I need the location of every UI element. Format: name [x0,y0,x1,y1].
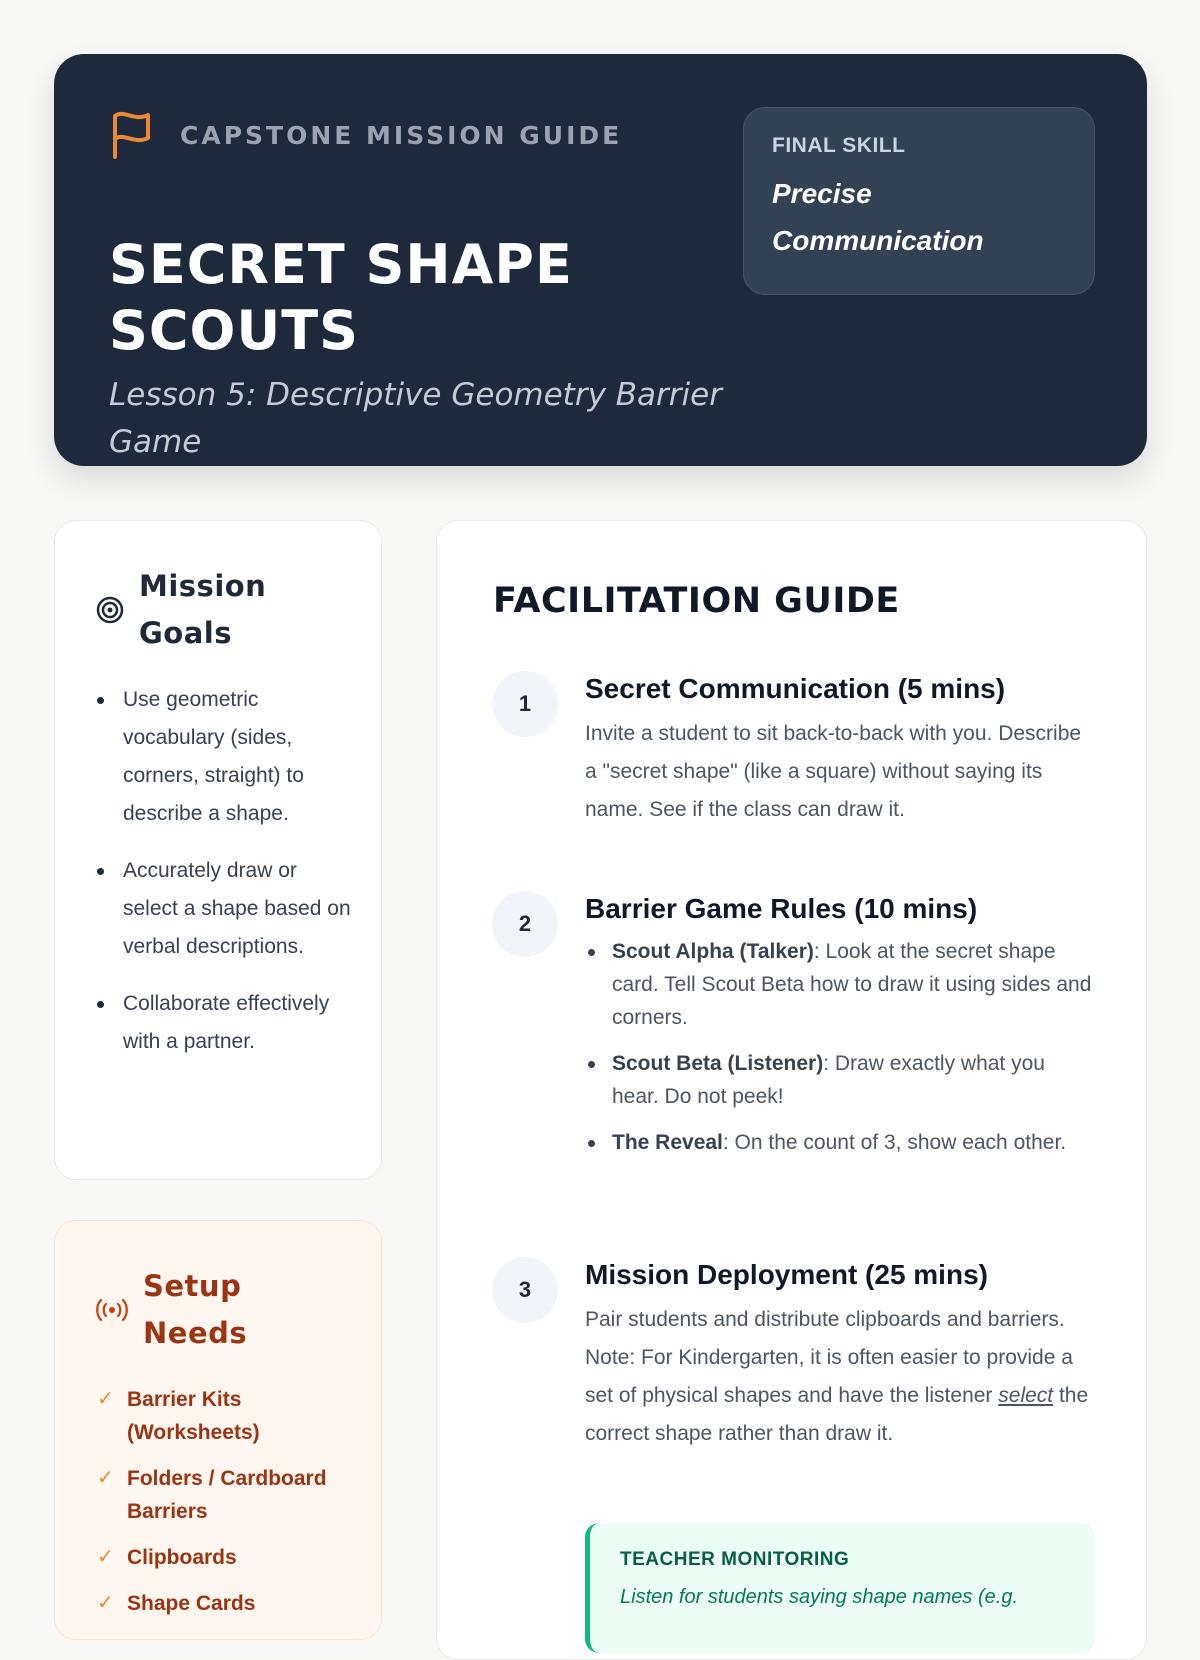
check-icon: ✓ [97,1467,114,1489]
flag-icon [110,110,154,160]
page-subtitle: Lesson 5: Descriptive Geometry Barrier Game [109,377,722,460]
rule-text: : On the count of 3, show each other. [722,1131,1067,1154]
mission-goals-list [95,681,355,1080]
setup-item [97,1383,367,1449]
rules-list [585,935,1095,1159]
step-text-part: Pair students and distribute clipboards and barriers. Note: For Kindergarten, it is often easier to provide a set of physical shapes and have the listener [585,1308,1073,1407]
setup-needs-title: Setup Needs [143,1269,248,1350]
setup-item-label: Barrier Kits (Worksheets) [127,1388,260,1444]
goal-item: Accurately draw or select a shape based on verbal descriptions. [95,852,355,966]
teacher-monitoring-callout [585,1523,1095,1653]
facilitation-guide-title: FACILITATION GUIDE [493,581,900,621]
check-icon: ✓ [97,1592,114,1614]
rule-term: The Reveal [612,1131,723,1154]
goal-item: Collaborate effectively with a partner. [95,985,355,1061]
emphasis-select: select [998,1384,1054,1407]
check-icon: ✓ [97,1388,114,1410]
step-title: Mission Deployment (25 mins) [585,1259,988,1290]
setup-item [97,1541,367,1574]
setup-needs-header [95,1263,293,1357]
rule-item [585,935,1095,1034]
step-number: 3 [492,1257,558,1323]
setup-needs-list [97,1383,367,1633]
eyebrow [110,110,622,160]
step-title: Barrier Game Rules (10 mins) [585,893,978,924]
eyebrow-text: CAPSTONE MISSION GUIDE [180,120,623,150]
mission-goals-title: Mission Goals [139,569,267,650]
final-skill-card [743,107,1095,295]
step-text [585,1301,1095,1453]
final-skill-label: FINAL SKILL [772,134,906,157]
setup-item [97,1587,367,1620]
step-text-part: the correct shape rather than draw it. [585,1384,1089,1445]
rule-term: Scout Beta (Listener) [612,1052,824,1075]
setup-item-label: Shape Cards [127,1592,256,1615]
rule-text: : Draw exactly what you hear. Do not peek! [612,1052,1045,1108]
goal-item: Use geometric vocabulary (sides, corners, straight) to describe a shape. [95,681,355,833]
facilitation-guide-card [436,520,1147,1660]
mission-goals-card [54,520,382,1180]
step-title: Secret Communication (5 mins) [585,673,1006,704]
step-number: 1 [492,671,558,737]
rule-item [585,1047,1095,1113]
page-title: SECRET SHAPE SCOUTS [109,233,573,362]
setup-item [97,1462,367,1528]
monitoring-text: Listen for students saying shape names (e.g. [620,1586,1019,1608]
target-icon [95,595,125,625]
step-text: Invite a student to sit back-to-back with you. Describe a "secret shape" (like a square) without saying its name. See if the class can draw it. [585,722,1082,821]
setup-item-label: Folders / Cardboard Barriers [127,1467,327,1523]
setup-item-label: Clipboards [127,1546,237,1569]
rule-text: : Look at the secret shape card. Tell Scout Beta how to draw it using sides and corners. [612,940,1092,1029]
mission-goals-header [95,563,289,657]
monitoring-label: TEACHER MONITORING [620,1549,850,1570]
step-number: 2 [492,891,558,957]
rule-term: Scout Alpha (Talker) [612,940,814,963]
check-icon: ✓ [97,1546,114,1568]
setup-needs-card [54,1220,382,1640]
broadcast-icon [95,1297,129,1323]
final-skill-value: Precise Communication [772,178,984,256]
rule-item [585,1126,1095,1159]
mission-header [54,54,1147,466]
